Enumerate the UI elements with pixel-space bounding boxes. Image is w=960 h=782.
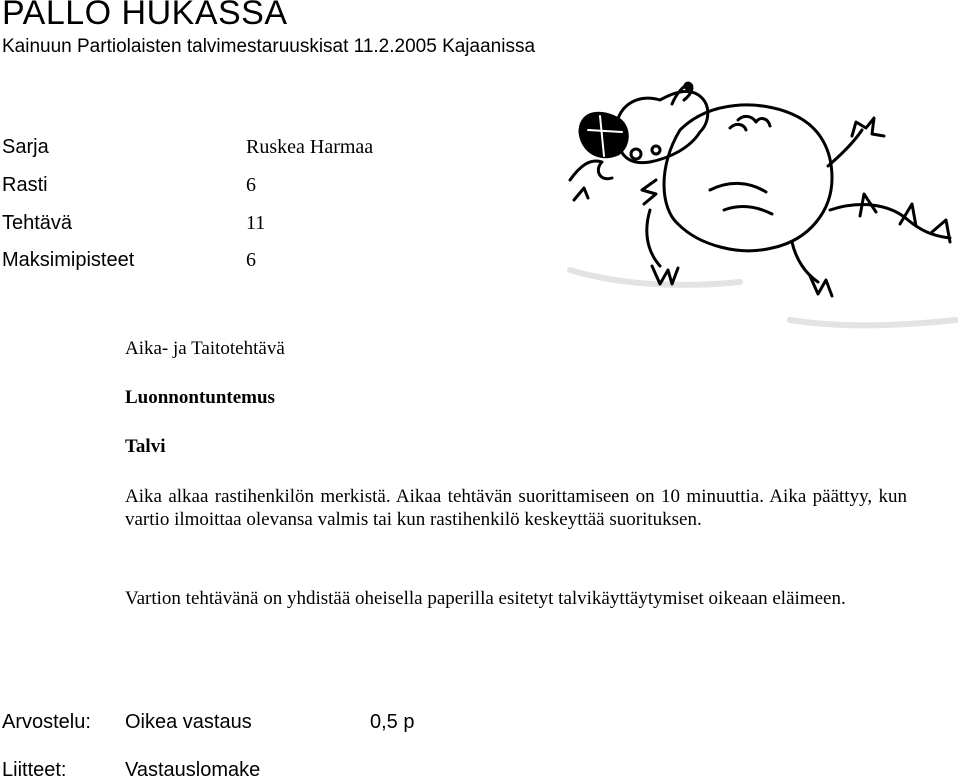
cartoon-mascot-illustration bbox=[560, 70, 958, 340]
info-value-tehtava: 11 bbox=[246, 212, 266, 234]
arvostelu-points: 0,5 p bbox=[370, 711, 415, 733]
info-label-sarja: Sarja bbox=[2, 136, 49, 158]
arvostelu-label: Arvostelu: bbox=[2, 711, 91, 733]
task-subcategory: Talvi bbox=[125, 436, 166, 457]
arvostelu-item: Oikea vastaus bbox=[125, 711, 252, 733]
page-title: PALLO HUKASSA bbox=[2, 0, 288, 32]
page-subtitle: Kainuun Partiolaisten talvimestaruuskisat 11.2.2005 Kajaanissa bbox=[2, 36, 536, 57]
info-label-rasti: Rasti bbox=[2, 174, 48, 196]
info-value-maksimipisteet: 6 bbox=[246, 249, 256, 271]
task-paragraph-1: Aika alkaa rastihenkilön merkistä. Aikaa tehtävän suorittamiseen on 10 minuuttia. Aika päättyy, kun vartio ilmoittaa olevansa valmis tai kun rastihenkilö keskeyttää suorituksen. bbox=[125, 486, 907, 530]
liitteet-label: Liitteet: bbox=[2, 759, 67, 781]
task-category: Luonnontuntemus bbox=[125, 387, 275, 408]
task-type: Aika- ja Taitotehtävä bbox=[125, 338, 285, 359]
liitteet-item: Vastauslomake bbox=[125, 759, 261, 781]
info-value-rasti: 6 bbox=[246, 174, 256, 196]
task-paragraph-2: Vartion tehtävänä on yhdistää oheisella paperilla esitetyt talvikäyttäytymiset oikeaan eläimeen. bbox=[125, 588, 846, 609]
info-value-sarja: Ruskea Harmaa bbox=[246, 136, 374, 158]
info-label-tehtava: Tehtävä bbox=[2, 212, 73, 234]
info-label-maksimipisteet: Maksimipisteet bbox=[2, 249, 135, 271]
